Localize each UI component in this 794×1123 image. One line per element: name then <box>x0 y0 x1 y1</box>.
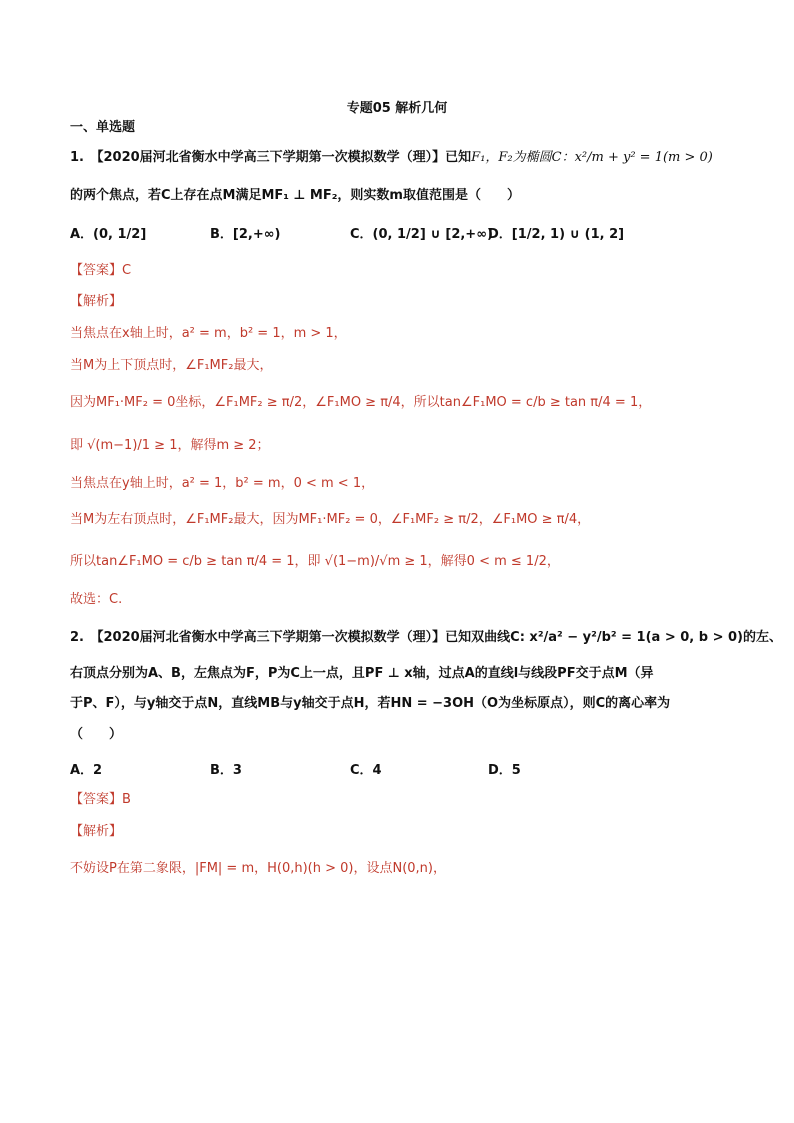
q1-solution-4: 即 √(m−1)/1 ≥ 1，解得m ≥ 2； <box>70 438 270 453</box>
q1-solution-5: 当焦点在y轴上时，a² = 1，b² = m，0 < m < 1， <box>70 476 375 491</box>
q1-answer: 【答案】C <box>70 263 132 278</box>
q1-stem-prefix: 1. 【2020届河北省衡水中学高三下学期第一次模拟数学（理）】已知 <box>70 150 472 165</box>
q2-stem-line2: 右顶点分别为A、B，左焦点为F，P为C上一点，且PF ⊥ x轴，过点A的直线l与线段PF交于点M（异 <box>70 666 654 681</box>
q1-stem-line1 <box>70 148 713 168</box>
q2-stem-line1: 2. 【2020届河北省衡水中学高三下学期第一次模拟数学（理）】已知双曲线C: x²/a² − y²/b² = 1(a > 0, b > 0)的左、 <box>70 630 782 645</box>
q2-answer: 【答案】B <box>70 792 131 807</box>
q1-analysis-label: 【解析】 <box>70 294 123 309</box>
q1-stem-line2: 的两个焦点，若C上存在点M满足MF₁ ⊥ MF₂，则实数m取值范围是（ ） <box>70 188 520 203</box>
q1-solution-8: 故选：C. <box>70 592 123 607</box>
q1-solution-6: 当M为左右顶点时，∠F₁MF₂最大，因为MF₁·MF₂ = 0，∠F₁MF₂ ≥ π/2，∠F₁MO ≥ π/4， <box>70 512 591 527</box>
q2-solution-1: 不妨设P在第二象限，|FM| = m，H(0,h)(h > 0)，设点N(0,n)， <box>70 861 446 876</box>
section-heading: 一、单选题 <box>70 120 136 135</box>
q1-solution-3: 因为MF₁·MF₂ = 0坐标，∠F₁MF₂ ≥ π/2，∠F₁MO ≥ π/4，所以tan∠F₁MO = c/b ≥ tan π/4 = 1， <box>70 395 652 410</box>
q1-stem-math: F₁，F₂为椭圆C：x²/m + y² = 1(m > 0) <box>471 150 713 165</box>
page-title: 专题05 解析几何 <box>346 101 448 116</box>
q1-solution-7: 所以tan∠F₁MO = c/b ≥ tan π/4 = 1，即 √(1−m)/√m ≥ 1，解得0 < m ≤ 1/2， <box>70 554 560 569</box>
q1-solution-1: 当焦点在x轴上时，a² = m，b² = 1，m > 1， <box>70 326 347 341</box>
q2-stem-line4: （ ） <box>70 727 123 742</box>
q1-solution-2: 当M为上下顶点时，∠F₁MF₂最大， <box>70 358 273 373</box>
q1-option-d: D．[1/2, 1) ∪ (1, 2] <box>488 227 625 242</box>
q2-option-d: D．5 <box>488 763 521 778</box>
q1-option-c: C．(0, 1/2] ∪ [2,+∞) <box>350 227 493 242</box>
q2-option-a: A．2 <box>70 763 103 778</box>
q2-option-c: C．4 <box>350 763 382 778</box>
q2-option-b: B．3 <box>210 763 242 778</box>
q1-option-a: A．(0, 1/2] <box>70 227 147 242</box>
q2-analysis-label: 【解析】 <box>70 824 123 839</box>
q2-stem-line3: 于P、F），与y轴交于点N，直线MB与y轴交于点H，若HN = −3OH（O为坐标原点），则C的离心率为 <box>70 696 671 711</box>
q1-option-b: B．[2,+∞) <box>210 227 281 242</box>
